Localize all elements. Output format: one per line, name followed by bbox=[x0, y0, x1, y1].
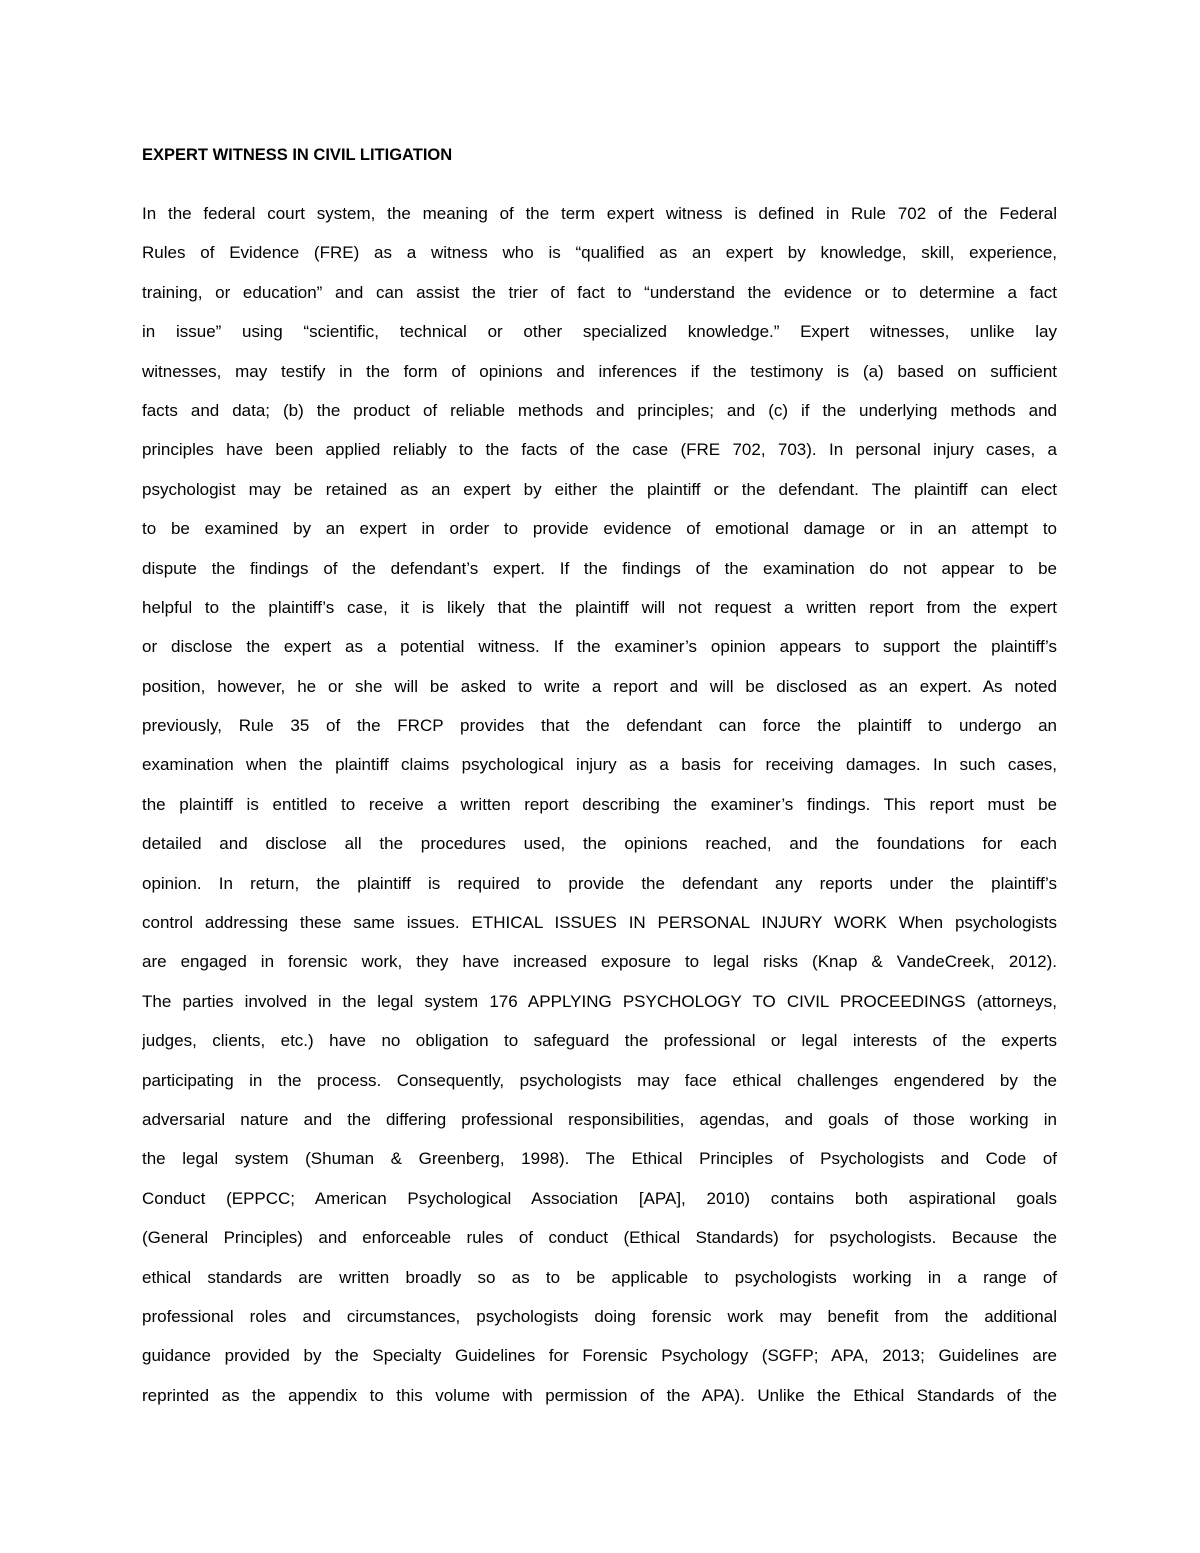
body-line: position, however, he or she will be asked to write a report and will be disclosed as an expert. As noted bbox=[142, 676, 1057, 696]
body-line: guidance provided by the Specialty Guidelines for Forensic Psychology (SGFP; APA, 2013; Guidelines are bbox=[142, 1346, 1057, 1366]
body-line: in issue” using “scientific, technical or other specialized knowledge.” Expert witnesses, unlike lay bbox=[142, 322, 1057, 342]
body-line: In the federal court system, the meaning of the term expert witness is defined in Rule 702 of the Federal bbox=[142, 204, 1057, 223]
body-line: psychologist may be retained as an expert by either the plaintiff or the defendant. The plaintiff can elect bbox=[142, 479, 1057, 499]
body-line: judges, clients, etc.) have no obligation to safeguard the professional or legal interests of the experts bbox=[142, 1031, 1057, 1051]
body-line: the legal system (Shuman & Greenberg, 1998). The Ethical Principles of Psychologists and Code of bbox=[142, 1149, 1057, 1169]
body-line: Conduct (EPPCC; American Psychological Association [APA], 2010) contains both aspirational goals bbox=[142, 1188, 1057, 1208]
body-line: Rules of Evidence (FRE) as a witness who is “qualified as an expert by knowledge, skill, experience, bbox=[142, 243, 1057, 263]
body-line: examination when the plaintiff claims psychological injury as a basis for receiving damages. In such cases, bbox=[142, 755, 1057, 775]
body-line: participating in the process. Consequently, psychologists may face ethical challenges engendered by the bbox=[142, 1070, 1057, 1090]
body-line: The parties involved in the legal system 176 APPLYING PSYCHOLOGY TO CIVIL PROCEEDINGS (attorneys, bbox=[142, 991, 1057, 1011]
body-line: opinion. In return, the plaintiff is required to provide the defendant any reports under the plaintiff’s bbox=[142, 873, 1057, 893]
body-line: principles have been applied reliably to the facts of the case (FRE 702, 703). In personal injury cases, a bbox=[142, 440, 1057, 460]
body-line: facts and data; (b) the product of reliable methods and principles; and (c) if the underlying methods and bbox=[142, 400, 1057, 420]
document-body bbox=[142, 198, 1057, 1419]
body-line: ethical standards are written broadly so as to be applicable to psychologists working in a range of bbox=[142, 1267, 1057, 1287]
body-line: previously, Rule 35 of the FRCP provides that the defendant can force the plaintiff to undergo an bbox=[142, 716, 1057, 736]
document-title: EXPERT WITNESS IN CIVIL LITIGATION bbox=[142, 146, 453, 164]
body-line: adversarial nature and the differing professional responsibilities, agendas, and goals of those working in bbox=[142, 1109, 1057, 1129]
body-line: detailed and disclose all the procedures used, the opinions reached, and the foundations for each bbox=[142, 834, 1057, 854]
body-line: helpful to the plaintiff’s case, it is likely that the plaintiff will not request a written report from the expert bbox=[142, 597, 1057, 617]
body-line: or disclose the expert as a potential witness. If the examiner’s opinion appears to support the plaintiff’s bbox=[142, 637, 1057, 657]
body-line: professional roles and circumstances, psychologists doing forensic work may benefit from the additional bbox=[142, 1306, 1057, 1326]
body-line: the plaintiff is entitled to receive a written report describing the examiner’s findings. This report must be bbox=[142, 794, 1057, 814]
body-line: training, or education” and can assist the trier of fact to “understand the evidence or to determine a fact bbox=[142, 282, 1057, 302]
body-line: to be examined by an expert in order to provide evidence of emotional damage or in an attempt to bbox=[142, 519, 1057, 539]
body-line: control addressing these same issues. ETHICAL ISSUES IN PERSONAL INJURY WORK When psychologists bbox=[142, 913, 1057, 933]
body-line: (General Principles) and enforceable rules of conduct (Ethical Standards) for psychologists. Because the bbox=[142, 1228, 1057, 1248]
body-line: witnesses, may testify in the form of opinions and inferences if the testimony is (a) based on sufficient bbox=[142, 361, 1057, 381]
body-line: are engaged in forensic work, they have increased exposure to legal risks (Knap & VandeCreek, 2012). bbox=[142, 952, 1057, 972]
body-line: reprinted as the appendix to this volume with permission of the APA). Unlike the Ethical Standards of the bbox=[142, 1385, 1057, 1405]
body-line: dispute the findings of the defendant’s expert. If the findings of the examination do not appear to be bbox=[142, 558, 1057, 578]
